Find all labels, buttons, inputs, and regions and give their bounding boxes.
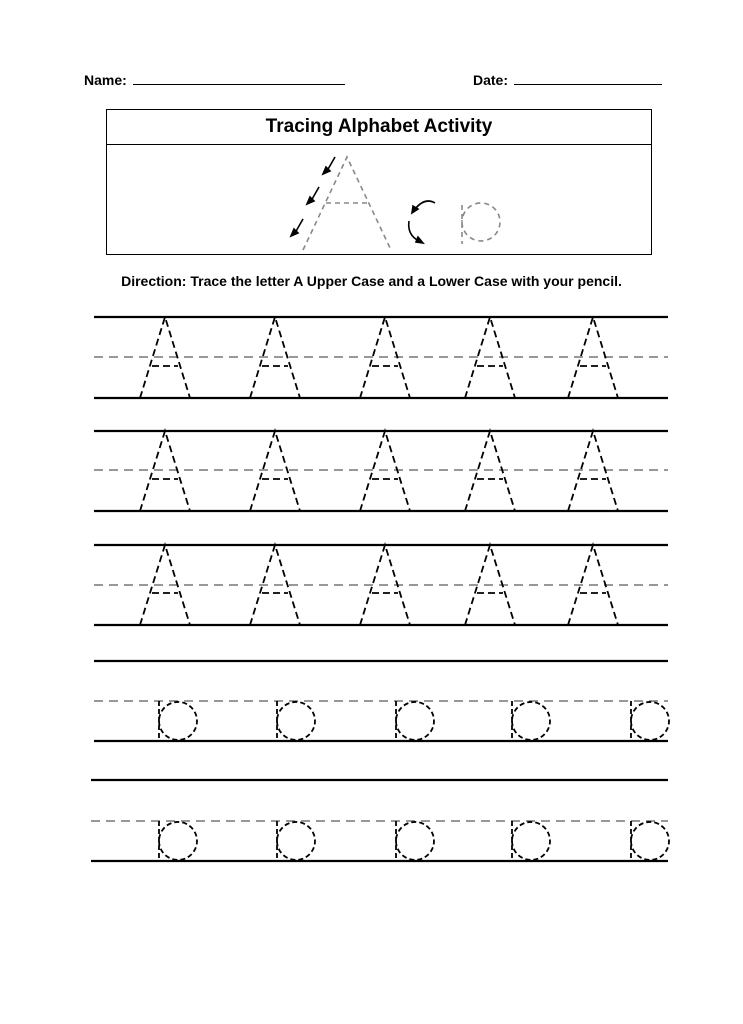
- dashed-letter-lowercase-a: [631, 821, 669, 861]
- lowercase-tracing-row[interactable]: [94, 661, 669, 741]
- dashed-letter-uppercase-a: [360, 431, 410, 511]
- dashed-letter-lowercase-a: [512, 821, 550, 861]
- dashed-letter-lowercase-a: [277, 821, 315, 861]
- dashed-letter-lowercase-a: [159, 701, 197, 741]
- dashed-letter-uppercase-a: [250, 431, 300, 511]
- dashed-letter-lowercase-a: [396, 701, 434, 741]
- uppercase-tracing-row[interactable]: [94, 545, 668, 625]
- dashed-letter-lowercase-a: [277, 701, 315, 741]
- name-label: Name:: [84, 72, 127, 88]
- uppercase-tracing-row[interactable]: [94, 317, 668, 398]
- date-label: Date:: [473, 72, 509, 88]
- direction-text: Direction: Trace the letter A Upper Case and a Lower Case with your pencil.: [121, 273, 622, 289]
- worksheet-title: Tracing Alphabet Activity: [107, 110, 651, 145]
- dashed-letter-uppercase-a: [568, 431, 618, 511]
- dashed-letter-lowercase-a: [631, 701, 669, 741]
- dashed-letter-lowercase-a: [512, 701, 550, 741]
- lowercase-tracing-row[interactable]: [91, 780, 669, 861]
- dashed-letter-uppercase-a: [140, 431, 190, 511]
- dashed-letter-lowercase-a: [396, 821, 434, 861]
- uppercase-tracing-row[interactable]: [94, 431, 668, 511]
- dashed-letter-uppercase-a: [465, 431, 515, 511]
- dashed-letter-lowercase-a: [159, 821, 197, 861]
